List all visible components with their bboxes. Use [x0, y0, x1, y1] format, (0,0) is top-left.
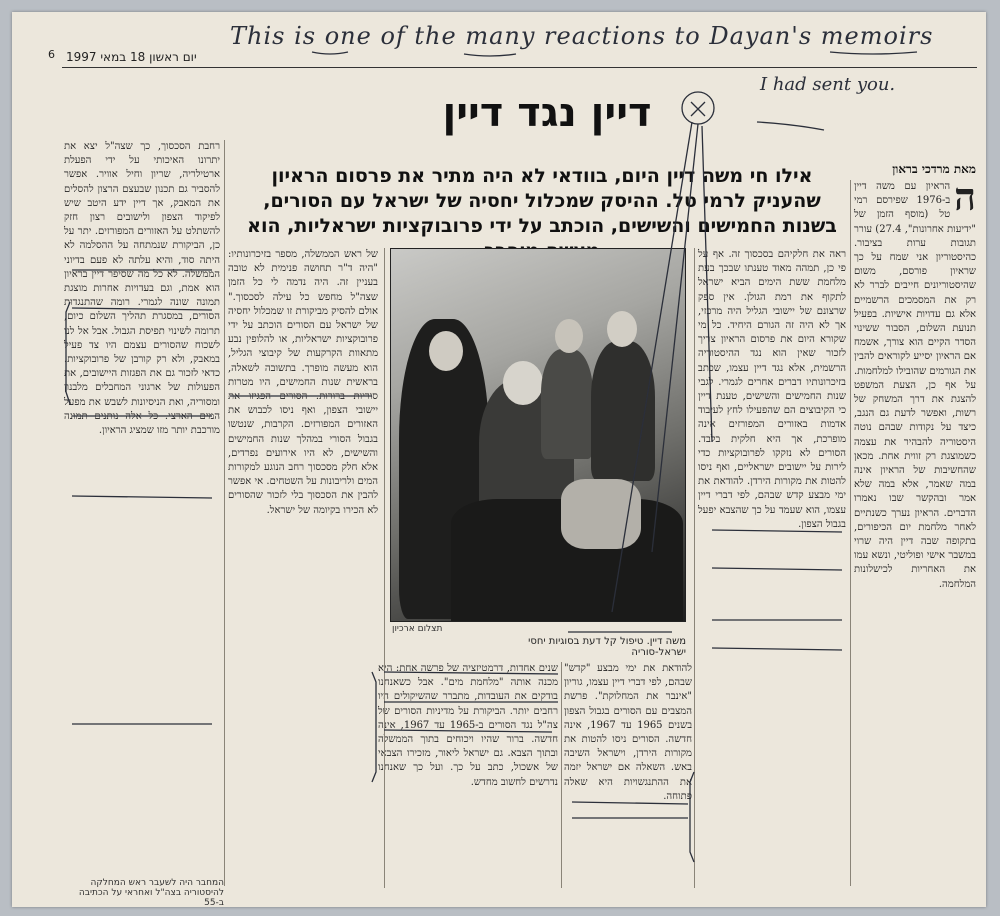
- article-headline: דיין נגד דיין: [442, 90, 652, 136]
- article-column-3: להודאת את ימי מבצע "קדש" שבהם, לפי דברי דיין עצמו, גוריון "אינבר את המחלוקת". פרשת המצבים עם הסורים בגבול הצפון בשנים 1965 עד 1967, אינה חדשה. הסורים ניסו להטות את מקורות הירדן, וישראל השיבה באש. השאלה אם ישראל יזמה את ההתנגשויות היא שאלה פתוחה.: [564, 663, 692, 802]
- column-text: הראיון עם משה דיין ב-1976 שפירסם רמי טל (מוסף הזמן של "ידיעות אחרונות", 27.4) עורר תגובות ערות בציבור. כהיסטוריון אני שמח על כך שראיון פורסם, משום שהיסטוריונים חייבים לברר לא רק את המסמכים הרשמיים אלא גם עדויות אישיות. בפעיל תנועת השלום, הסבור ששינוי הסדר הקיים הוא צורך, אשמח אם הראיון יסייע לקוראים להבין את הגורמים שהובילו למלחמות. על אף כן, הצעת המשפט להצגת את דרך המשחק של רשות, ואפשר לדעת גם הנגב, כיצד על נקודות שבהם נוטה היסטוריה להבהיר את עצמה כשמוצגת רק זווית אחת. מכאן שהחשיבות של הראיון אינה במה שאמר, אלא במה שלא אמר ובהקשר שבו נאמרו הדברים. הראיון נערך כשנתיים לאחר מלחמת יום הכיפורים, בתקופה שבה דיין היה שרוי במשבר אישי ופוליטי, ונשא עמו את האחריות לכישלונות המלחמה.: [854, 181, 976, 590]
- handwritten-note: This is one of the many reactions to Dayan's memoirs: [230, 22, 934, 50]
- article-column-6: רחבת הסכסוך, כך שצה"ל יצא את יתרונו האיכותי על ידי הפעלת ארטילריה, שריון וחיל אוויר. אפשר להסביר גם תכנון שבעצם הרצון להסלים את המאבק, אך דיין ידע היטב שיש לפיקוד הצפון ולישובים רצון חזק להשתלט על האזורים המפורזים. יתר על כן, הביקורת שנמתחה על ההסלמה לא היתה סוד, והיא עלתה לא פעם בדיוני הממשלה. לא כל מה שסיפר דיין בראיון הוא אמת, וגם בעדויות אחרות מוצגת תמונה שונה לגמרי. רומה שהתנגדות הסורים, במסגרת תהליך השלום כיום, תרומה לשינוי תפיסת הגבול. אבל אל לנו לשכוח שהסורים עצמם היו צד פעיל במאבק, ולא רק קורבן של פרובוקציות. כדאי לזכור גם את הפגזות היישובים, את הפעולות של ארגוני המחבלים מלבנון ומסוריה, ואת הניסיונות לשבש את מפעל המים הארצי. כל אלה נותנים תמונה מורכבת יותר מזו שמציג הראיון.: [64, 141, 220, 437]
- article-column-1: [854, 180, 976, 886]
- underline-one: [312, 52, 348, 54]
- pen-arrow: [757, 122, 824, 130]
- page-number: 6: [48, 48, 55, 61]
- article-column-2: ראה את חלקיהם בסכסוך זה. אף על פי כן, תמהה מאוד טענתו שבכך בעת מלחמת ששת הימים הביא ישראל לתקוף את רמת הגולן. אין ספק שרצונם של יישובי הגליל היה מרכזי, אך לא היה זה הגורם היחיד. כל מי שקורא היום את פרסום הראיון צריך לזכור שאין הוא נגד ההיסטוריה הרשמית, אלא נגד דיין עצמו, שכתב בזיכרונותיו דברים אחרים לגמרי. לגבי שנות החמישים והשישים, טענת דיין כי הקיבוצים הם שהפעילו לחץ לעיבוד אדמות באזורים המפורזים אינה מופרכת, אך היא חלקית בלבד. הסורים לא נזקקו לפרובוקציות כדי לירות על יישובים ישראליים, ואף ניסו להטות את מקורות הירדן. להודאת את ימי מבצע קדש שבהם, לפי דברי דיין עצמו, הוא שעמד על כך שהצבא יפעל בגבול הצפון.: [698, 249, 846, 530]
- photo-face: [607, 311, 637, 347]
- photo-credit: תצלום ארכיון: [392, 624, 443, 634]
- photo-figure: [561, 479, 641, 549]
- pen-circle-mark: [682, 92, 714, 124]
- photo-figure: [541, 349, 593, 459]
- column-divider: [384, 248, 385, 888]
- photo-face: [503, 361, 543, 405]
- article-subheadline: אילו חי משה דיין היום, בוודאי לא היה מתיר את פרסום הראיון שהעניק לרמי טל. ההיסק שמכלול יחסיה של ישראל עם הסורים, בשנות החמישים והשישים, הוכתב על ידי פרובוקציות ישראליות, הוא: [247, 165, 837, 237]
- drop-cap: ה: [954, 180, 976, 219]
- article-byline: מאת מרדכי בראון: [892, 162, 976, 176]
- underline-many: [464, 54, 516, 56]
- header-rule: [62, 67, 977, 68]
- handwritten-subnote: I had sent you.: [760, 74, 896, 95]
- underline-memoirs: [830, 52, 917, 54]
- photo-face: [429, 331, 463, 371]
- column-divider: [224, 140, 225, 886]
- dateline: יום ראשון 18 במאי 1997: [66, 50, 197, 64]
- article-column-4: שנים אחדות, דרמטיזציה של פרשה אחת: היא מכנה אותה "מלחמת מים". אבל כשאנחנו בודקים את העובדות, מתברר שהשיקולים היו רחבים יותר. הביקורת על מדיניות הסורים של צה"ל נגד הסורים ב-1965 עד 1967, אינה חדשה. ברור שהיו ויכוחים בתוך הממשלה ובתוך הצבא. גם ישראל ליאור, מזכירו הצבאי של אשכול, כתב על כך. ועל כך שאנחנו נדרשים לחשוב מחדש.: [378, 663, 558, 788]
- photo-face: [555, 319, 583, 353]
- photo-figure: [591, 341, 655, 481]
- pen-x-mark: [691, 102, 705, 116]
- newspaper-clipping: [12, 12, 986, 907]
- column-divider: [850, 180, 851, 886]
- article-photo: [390, 248, 686, 622]
- photo-caption: משה דיין. טיפול קל דעת בסוגיות יחסי ישראל-סוריה: [528, 636, 686, 658]
- column-divider: [561, 662, 562, 888]
- column-divider: [694, 248, 695, 888]
- article-column-5: של ראש הממשלה, מספר בזיכרונותיו: "היה ד"ר תחושה פנימית לא טובה בעניין זה. היה נדמה לי כל הזמן שצה"ל מחפש כל עילה לסכסוך." אולם להסיק מביקורת זו שמכלול יחסיה של ישראל עם הסורים הוכתב על ידי פרובוקציות ישראליות, או להלופין נבע מתאוות הקרקעות של קיבוצי הגליל, הוא מעשה מופרך. בתשובה לשאלה, בראשית שנות החמישים, היו מטרות סוריות ברורות. הסורים הפגיזו את יישובי הצפון, ואף ניסו לכבוש את האזורים המפורזים. הקרבות, שנטשו בגבול הסורי במהלך שנות החמישים והשישים, לא היו אירועים נפרדים, אלא חלק מסכסוך רחב הנוגע למקורות המים ולריבונות על השטחים. אי אפשר להבין את הסכסוך בלי לזכור שהסורים לא הכירו בקיומה של ישראל.: [228, 249, 378, 516]
- author-footnote: המחבר היה לשעבר ראש המחלקה להיסטוריה בצה"ל ואחראי על הכתיבה ב-55: [78, 878, 224, 907]
